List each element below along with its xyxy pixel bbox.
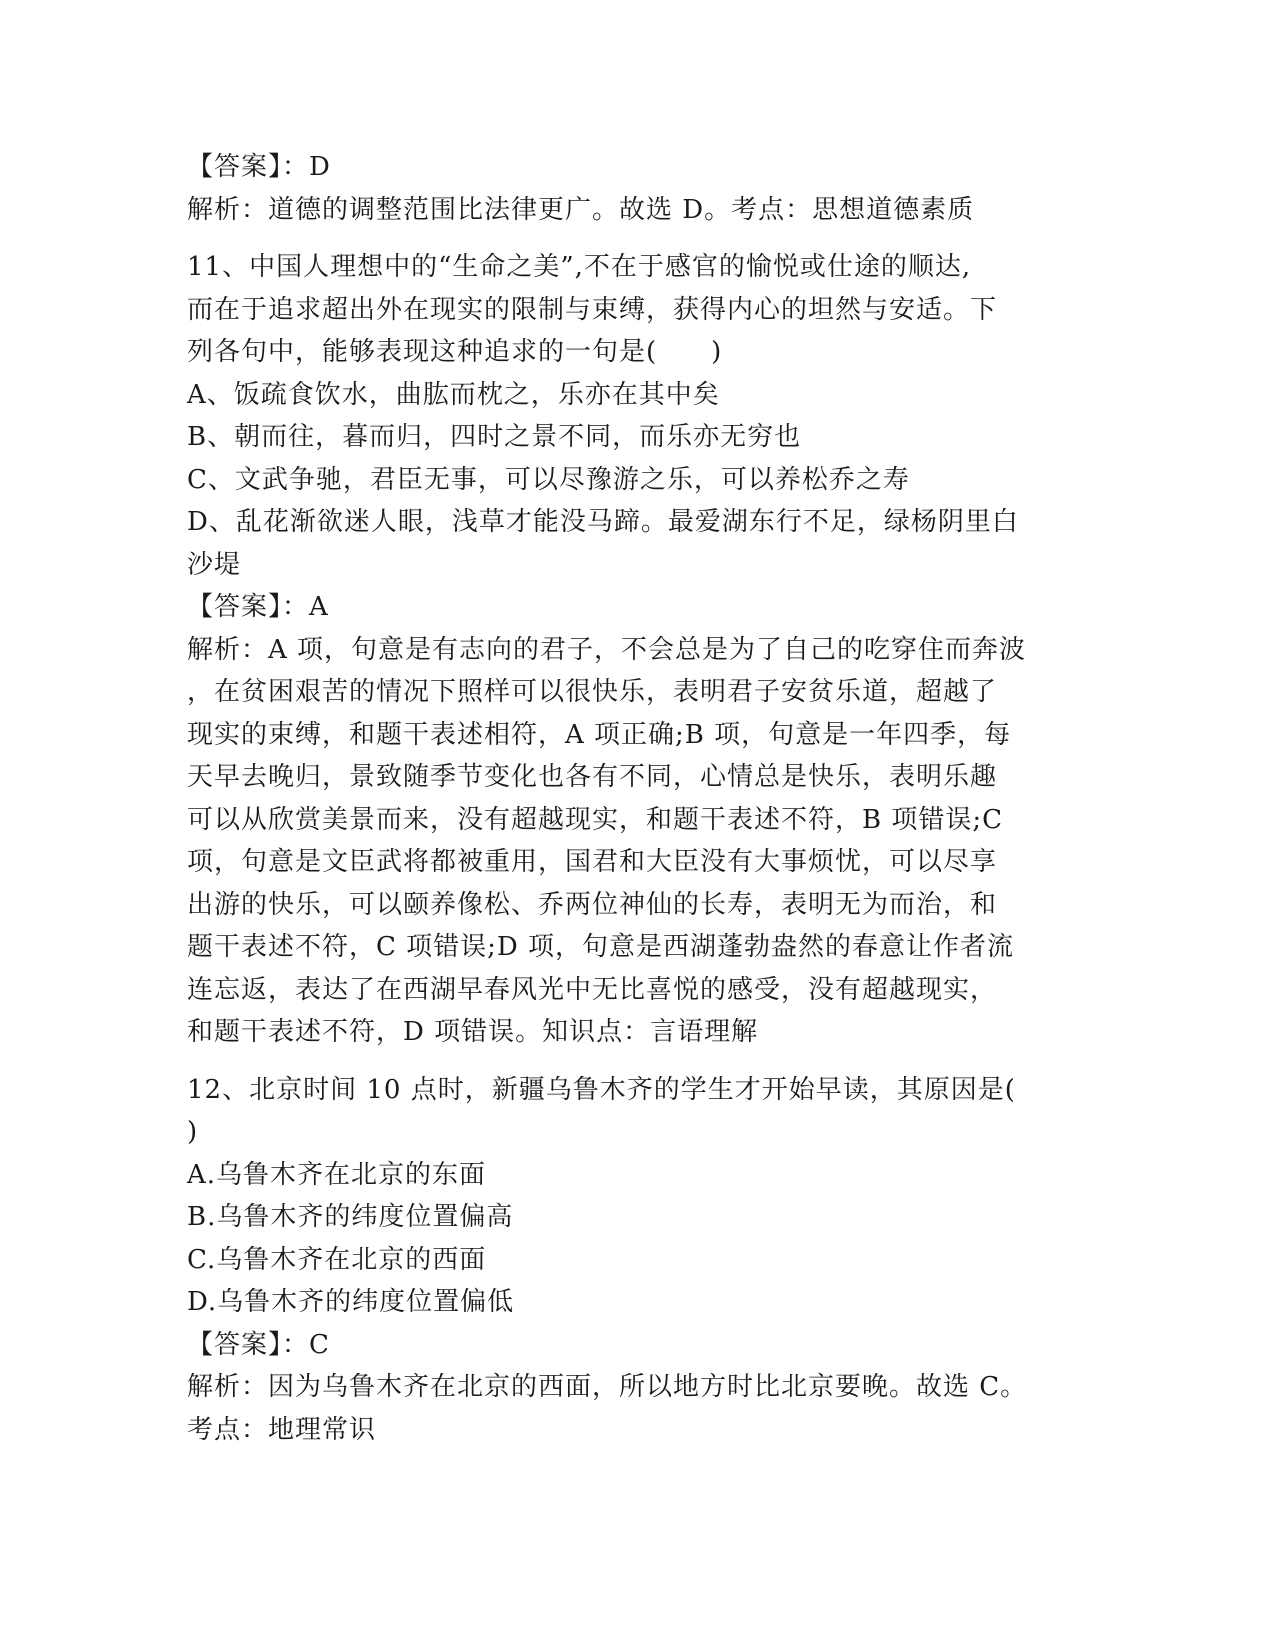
option-b: B、朝而往，暮而归，四时之景不同，而乐亦无穷也 <box>187 422 802 452</box>
option-c: C、文武争驰，君臣无事，可以尽豫游之乐，可以养松乔之寿 <box>187 464 910 495</box>
analysis-line: 解析：A 项，句意是有志向的君子，不会总是为了自己的吃穿住而奔波 <box>187 634 1027 665</box>
question-12 <box>187 1069 1087 1452</box>
option-d: D.乌鲁木齐的纬度位置偏低 <box>187 1287 515 1317</box>
option-a: A.乌鲁木齐在北京的东面 <box>187 1159 487 1190</box>
analysis-line: ，在贫困艰苦的情况下照样可以很快乐，表明君子安贫乐道，超越了 <box>187 677 998 707</box>
option-c: C.乌鲁木齐在北京的西面 <box>187 1244 487 1275</box>
question-stem-line: 12、北京时间 10 点时，新疆乌鲁木齐的学生才开始早读，其原因是( <box>187 1074 1016 1105</box>
document-page <box>187 146 1087 1451</box>
question-stem-line: 11、中国人理想中的“生命之美”,不在于感官的愉悦或仕途的顺达, <box>187 252 972 282</box>
analysis-line: 题干表述不符，C 项错误;D 项，句意是西湖蓬勃盎然的春意让作者流 <box>187 932 1015 962</box>
analysis-line: 天早去晚归，景致随季节变化也各有不同，心情总是快乐，表明乐趣 <box>187 762 998 792</box>
analysis-line: 项，句意是文臣武将都被重用，国君和大臣没有大事烦忧，可以尽享 <box>187 847 998 877</box>
answer-line: 【答案】：A <box>187 592 329 622</box>
analysis-line: 可以从欣赏美景而来，没有超越现实，和题干表述不符，B 项错误;C <box>187 804 1004 835</box>
analysis-line: 考点：地理常识 <box>187 1414 377 1445</box>
question-11 <box>187 246 1087 1054</box>
option-d: D、乱花渐欲迷人眼，浅草才能没马蹄。最爱湖东行不足，绿杨阴里白 <box>187 507 1019 537</box>
analysis-line: 出游的快乐，可以颐养像松、乔两位神仙的长寿，表明无为而治，和 <box>187 889 998 920</box>
prev-answer-block <box>187 146 1087 231</box>
question-stem-line: 列各句中，能够表现这种追求的一句是( ) <box>187 337 723 367</box>
analysis-line: 和题干表述不符，D 项错误。知识点：言语理解 <box>187 1017 759 1047</box>
question-stem-line: ) <box>187 1117 199 1147</box>
answer-line: 【答案】：D <box>187 152 331 182</box>
answer-line: 【答案】：C <box>187 1329 330 1360</box>
question-stem-line: 而在于追求超出外在现实的限制与束缚，获得内心的坦然与安适。下 <box>187 294 998 325</box>
analysis-line: 现实的束缚，和题干表述相符，A 项正确;B 项，句意是一年四季，每 <box>187 719 1012 750</box>
option-a: A、饭疏食饮水，曲肱而枕之，乐亦在其中矣 <box>187 379 720 410</box>
analysis-line: 连忘返，表达了在西湖早春风光中无比喜悦的感受，没有超越现实， <box>187 974 998 1005</box>
analysis-line: 解析：道德的调整范围比法律更广。故选 D。考点：思想道德素质 <box>187 194 975 225</box>
option-d-continued: 沙堤 <box>187 549 242 580</box>
option-b: B.乌鲁木齐的纬度位置偏高 <box>187 1202 514 1232</box>
analysis-line: 解析：因为乌鲁木齐在北京的西面，所以地方时比北京要晚。故选 C。 <box>187 1372 1028 1402</box>
